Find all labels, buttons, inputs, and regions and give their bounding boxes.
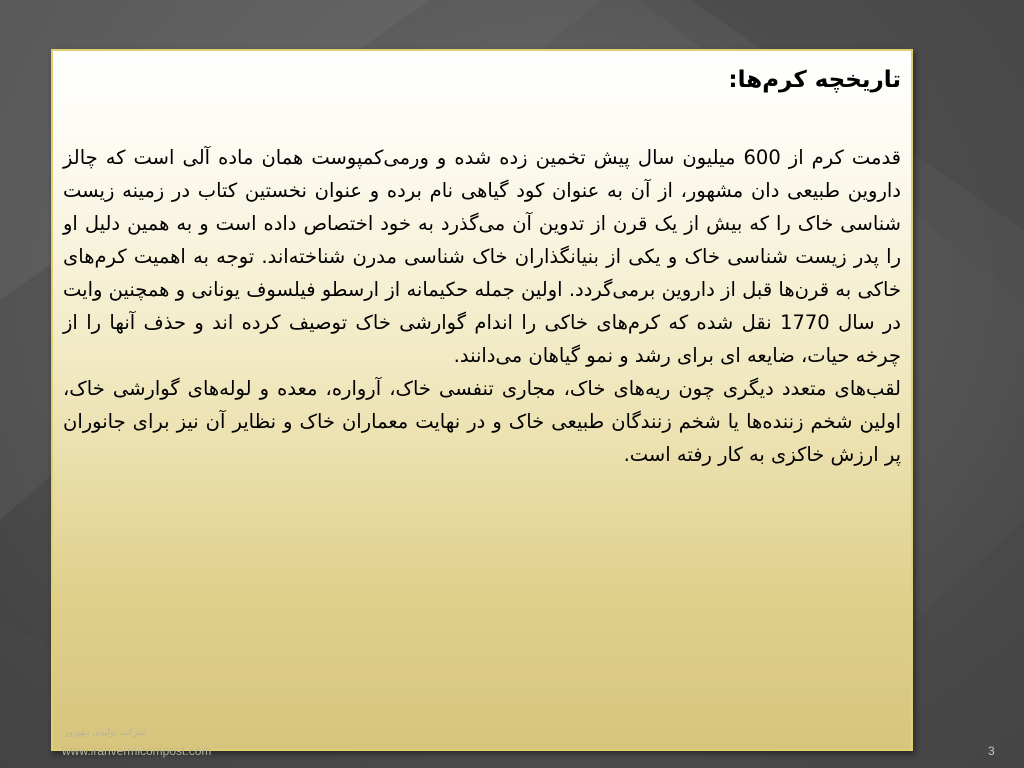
body-paragraph-history: قدمت کرم از 600 میلیون سال پیش تخمین زده شده و ورمی‌کمپوست همان ماده آلی است که چالز داروین طبیعی دان مشهور، از آن به عنوان کود گیاهی نام برده و عنوان نخستین کتاب در زمینه زیست شناسی خاک را که بیش از یک قرن از تدوین آن می‌گذرد به خود اختصاص داده است و به همین دلیل او را پدر زیست شناسی خاک و یکی از بنیانگذاران خاک شناسی مدرن شناخته‌اند. توجه به اهمیت کرم‌های خاکی به قرن‌ها قبل از داروین برمی‌گردد. اولین جمله حکیمانه از ارسطو فیلسوف یونانی و همچنین وایت در سال 1770 نقل شده که کرم‌های خاکی را اندام گوارشی خاک توصیف کرده اند و حذف آنها را از چرخه حیات، ضایعه ای برای رشد و نمو گیاهان می‌دانند. — [63, 146, 901, 367]
footer-company-name: شرکت تولیدی بـهپرور — [64, 728, 146, 738]
footer-website-link[interactable]: www.iranvermicompost.com — [62, 744, 212, 758]
slide-content-panel — [51, 49, 913, 751]
slide-number: 3 — [988, 744, 995, 758]
body-paragraph-nicknames: لقب‌های متعدد دیگری چون ریه‌های خاک، مجاری تنفسی خاک، آرواره، معده و لوله‌های گوارشی خاک، اولین شخم زننده‌ها یا شخم زنندگان طبیعی خاک و در نهایت معماران خاک و نظایر آن نیز برای جانوران پر ارزش خاکزی به کار رفته است. — [63, 377, 901, 466]
slide-title: تاریخچه کرم‌ها: — [728, 67, 901, 93]
slide-body-text — [63, 141, 901, 471]
